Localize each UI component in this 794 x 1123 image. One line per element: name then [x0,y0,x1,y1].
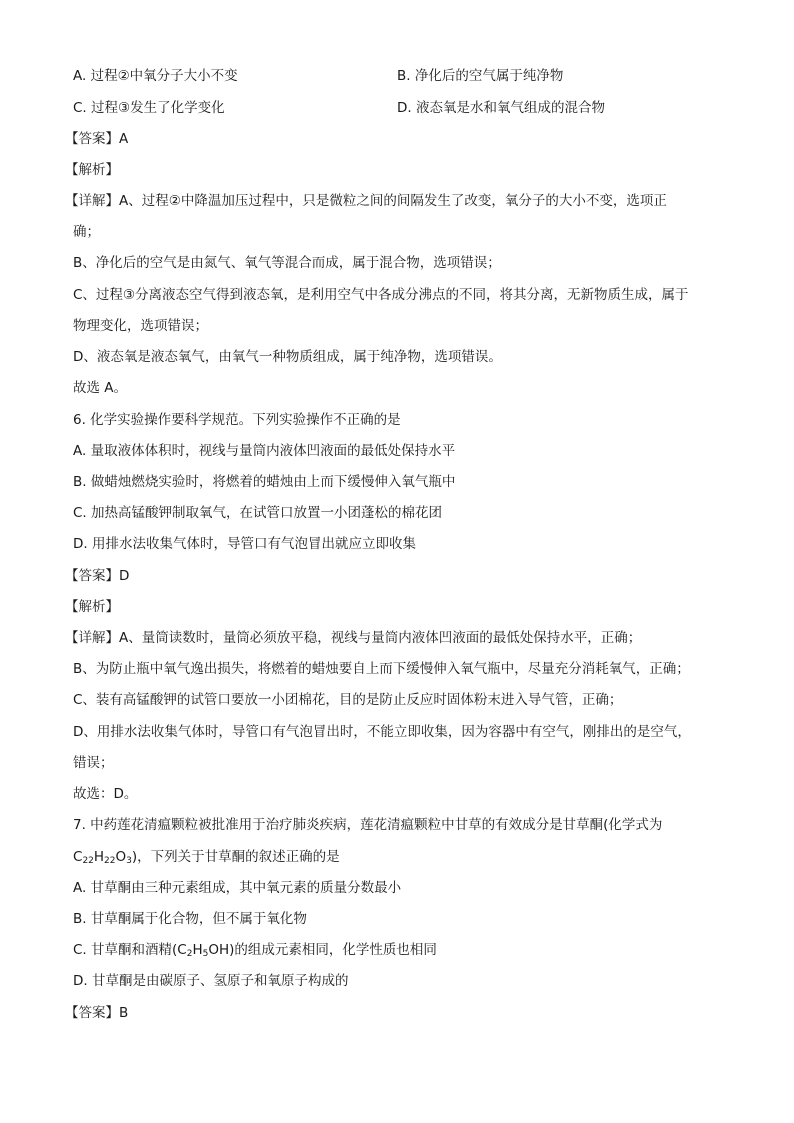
q6-option-a: A. 量取液体体积时，视线与量筒内液体凹液面的最低处保持水平 [73,443,456,459]
formula-c: C [73,849,83,865]
q7-option-c [73,941,437,959]
q7-stem-line2 [73,848,340,866]
q5-option-c: C. 过程③发生了化学变化 [73,100,225,116]
formula-c-sub: 22 [82,856,94,866]
q5-analysis-label: 【解析】 [65,162,119,178]
q7-option-a: A. 甘草酮由三种元素组成，其中氧元素的质量分数最小 [73,880,402,896]
q6-detail-line: C、装有高锰酸钾的试管口要放一小团棉花，目的是防止反应时固体粉末进入导气管，正确； [73,692,623,708]
q7-option-c-mid: H [192,942,203,958]
q5-detail-line: B、净化后的空气是由氮气、氧气等混合而成，属于混合物，选项错误； [73,255,501,271]
q7-option-c-sub1: 2 [186,949,193,959]
q7-option-d: D. 甘草酮是由碳原子、氢原子和氧原子构成的 [73,973,349,989]
q7-stem-line1: 7. 中药莲花清瘟颗粒被批准用于治疗肺炎疾病，莲花清瘟颗粒中甘草的有效成分是甘草酮(化学式为 [73,817,663,833]
formula-h: H [93,849,105,865]
q5-answer: 【答案】A [65,131,129,147]
q7-answer: 【答案】B [65,1005,129,1021]
q6-detail-line: 错误； [73,755,114,771]
q7-option-c-sub2: 5 [202,949,209,959]
q6-answer: 【答案】D [65,568,130,584]
formula-h-sub: 22 [104,856,116,866]
q6-detail-line: 【详解】A、量筒读数时，量筒必须放平稳，视线与量筒内液体凹液面的最低处保持水平，正确； [65,630,642,646]
q5-detail-line: 确； [73,224,100,240]
q5-option-b: B. 净化后的空气属于纯净物 [397,68,564,84]
q5-option-a: A. 过程②中氧分子大小不变 [73,68,238,84]
q6-option-d: D. 用排水法收集气体时，导管口有气泡冒出就应立即收集 [73,536,416,552]
q5-detail-line: D、液态氧是液态氧气，由氧气一种物质组成，属于纯净物，选项错误。 [73,349,502,365]
q5-conclusion: 故选 A。 [73,380,128,396]
q6-option-b: B. 做蜡烛燃烧实验时，将燃着的蜡烛由上而下缓慢伸入氧气瓶中 [73,474,456,490]
q7-option-c-post: OH)的组成元素相同，化学性质也相同 [208,942,437,958]
q5-detail-line: C、过程③分离液态空气得到液态氧，是利用空气中各成分沸点的不同，将其分离，无新物质生成，属于 [73,287,689,303]
q5-option-d: D. 液态氧是水和氧气组成的混合物 [397,100,605,116]
q5-detail-line: 物理变化，选项错误； [73,318,208,334]
q6-conclusion: 故选：D。 [73,786,138,802]
q6-stem: 6. 化学实验操作要科学规范。下列实验操作不正确的是 [73,412,401,428]
q7-option-b: B. 甘草酮属于化合物，但不属于氧化物 [73,911,307,927]
q5-detail-line: 【详解】A、过程②中降温加压过程中，只是微粒之间的间隔发生了改变，氧分子的大小不变，选项正 [65,193,667,209]
q6-analysis-label: 【解析】 [65,599,119,615]
q7-stem-tail: )，下列关于甘草酮的叙述正确的是 [131,849,340,865]
q6-detail-line: D、用排水法收集气体时，导管口有气泡冒出时，不能立即收集，因为容器中有空气，刚排出的是空气， [73,724,691,740]
formula-o-sub: 3 [126,856,132,866]
q7-option-c-pre: C. 甘草酮和酒精(C [73,942,187,958]
q6-detail-line: B、为防止瓶中氧气逸出损失，将燃着的蜡烛要自上而下缓慢伸入氧气瓶中，尽量充分消耗氧气，正确； [73,661,690,677]
formula-o: O [115,849,127,865]
q6-option-c: C. 加热高锰酸钾制取氧气，在试管口放置一小团蓬松的棉花团 [73,505,443,521]
